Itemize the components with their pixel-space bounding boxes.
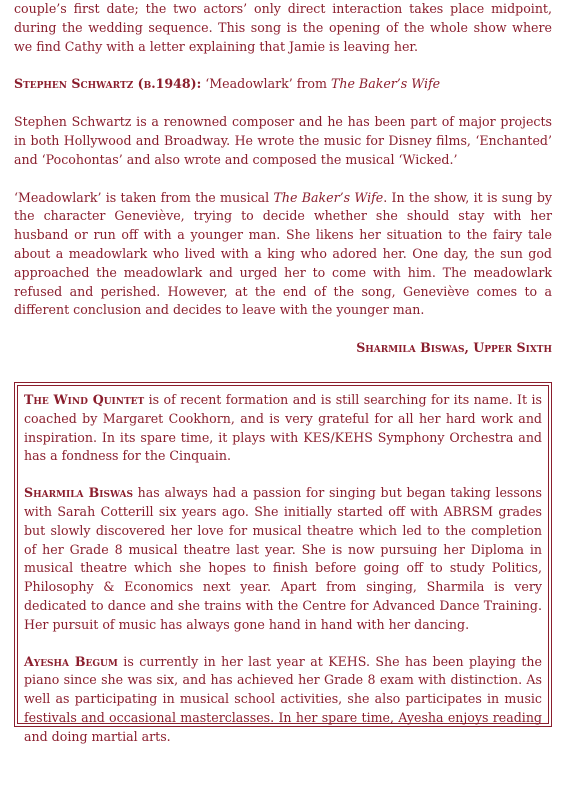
song-title: ‘Meadowlark’ from: [201, 76, 331, 92]
performer-biographies-box: [14, 382, 552, 744]
bio-wind-quintet: [24, 391, 542, 466]
bio-ayesha-begum: [24, 653, 542, 747]
programme-notes: [14, 0, 552, 358]
bio-name: Sharmila Biswas: [24, 485, 133, 501]
bio-text: is of recent formation and is still searching for its name. It is coached by Margaret Cookhorn, and is very grateful for all her hard work and inspiration. In its spare time, it plays with KES/KEHS Symphony Orchestra and has a fondness for the Cinquain.: [24, 392, 542, 464]
bio-text: has always had a passion for singing but began taking lessons with Sarah Cotterill six years ago. She initially started off with ABRSM grades but slowly discovered her love for musical theatre which led to the completion of her Grade 8 musical theatre last year. She is now pursuing her Diploma in musical theatre which she hopes to finish before going off to study Politics, Philosophy & Economics next year. Apart from singing, Sharmila is very dedicated to dance and she trains with the Centre for Advanced Dance Training. Her pursuit of music has always gone hand in hand with her dancing.: [24, 485, 542, 632]
bio-text: is currently in her last year at KEHS. She has been playing the piano since she was six, and has achieved her Grade 8 exam with distinction. As well as participating in musical school activities, she also participates in music festivals and occasional masterclasses. In her spare time, Ayesha enjoys reading and doing martial arts.: [24, 653, 542, 744]
show-title-inline: The Baker’s Wife: [273, 189, 384, 205]
song-paragraph: ‘Meadowlark’ is taken from the musical The Baker’s Wife. In the show, it is sung by the character Geneviève, trying to decide whether she should stay with her husband or run off with a younger man. She likens her situation to the fairy tale about a meadowlark who lived with a king who adored her. One day, the sun god approached the meadowlark and urged her to come with him. The meadowlark refused and perished. However, at the end of the song, Geneviève comes to a different conclusion and decides to leave with the younger man.: [14, 189, 552, 318]
intro-paragraph: couple’s first date; the two actors’ only direct interaction takes place midpoint, during the wedding sequence. This song is the opening of the whole show where we find Cathy with a letter explaining that Jamie is leaving her.: [14, 1, 552, 54]
bio-sharmila-biswas: [24, 484, 542, 634]
show-title: The Baker’s Wife: [330, 76, 441, 92]
bio-name: Ayesha Begum: [24, 653, 118, 669]
composer-name: Stephen Schwartz (b.1948):: [14, 76, 202, 92]
song-heading: [14, 75, 552, 94]
composer-paragraph: Stephen Schwartz is a renowned composer and he has been part of major projects in both Hollywood and Broadway. He wrote the music for Disney films, ‘Enchanted’ and ‘Pocohontas’ and also wrote and composed the musical ‘Wicked.’: [14, 114, 552, 167]
author-credit: Sharmila Biswas, Upper Sixth: [356, 340, 552, 356]
bio-name: The Wind Quintet: [24, 392, 145, 407]
